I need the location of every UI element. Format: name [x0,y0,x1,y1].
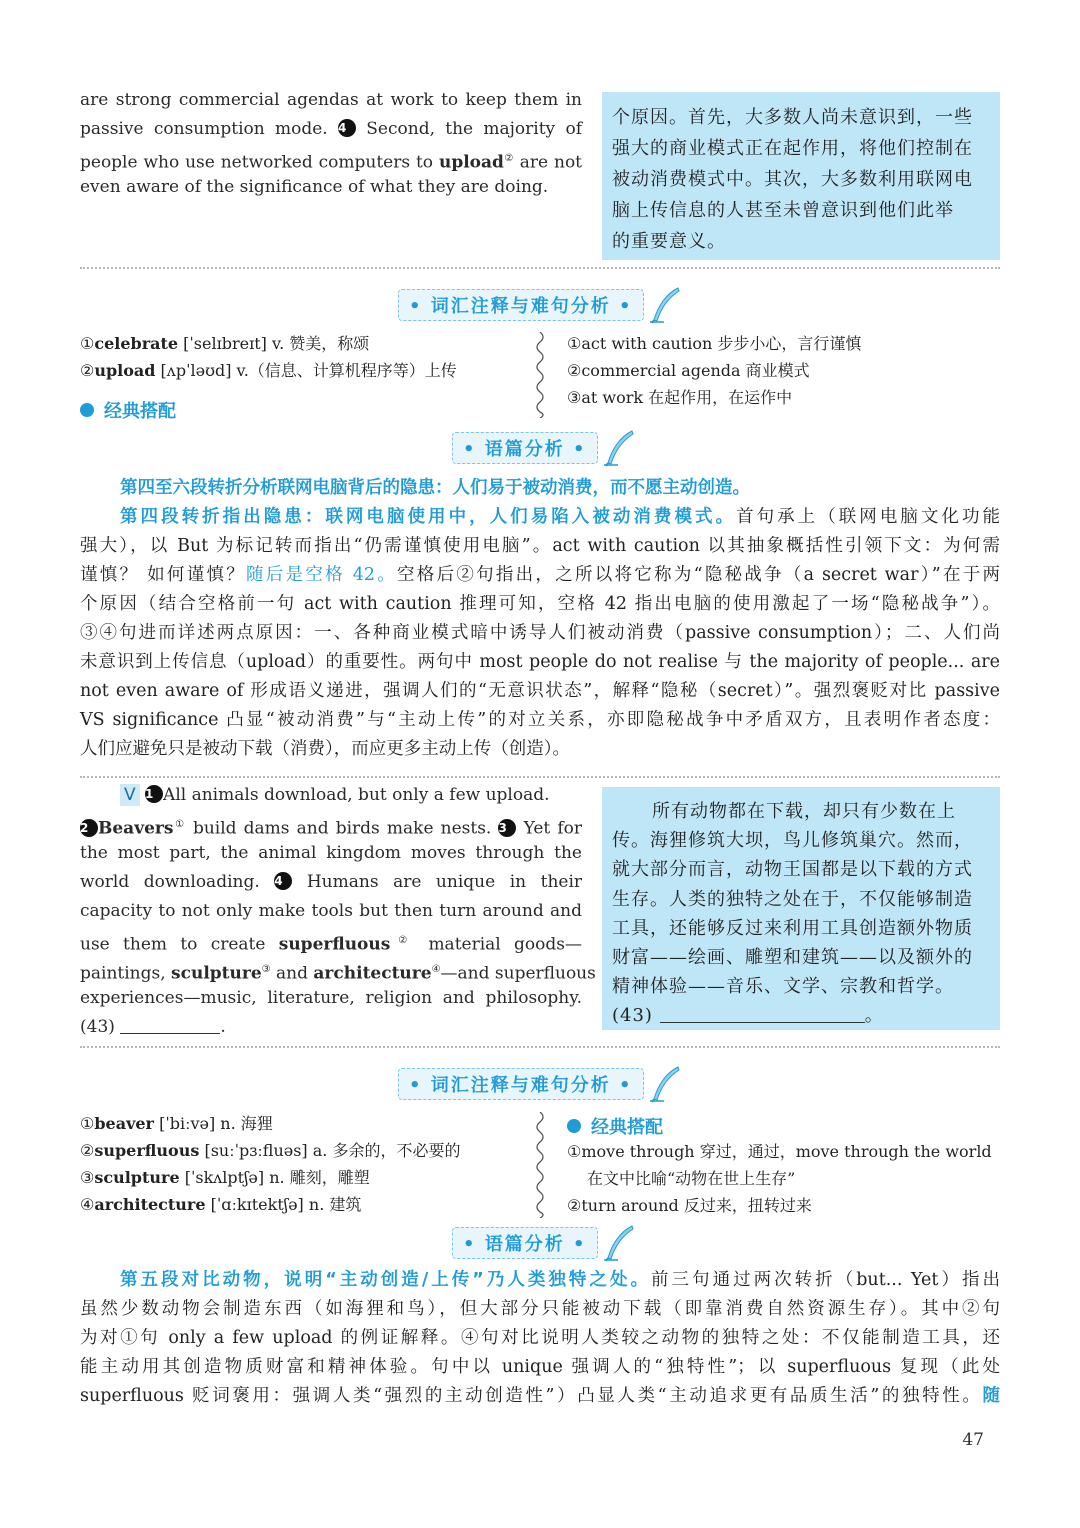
en-line: even aware of the significance of what they are doing. [80,177,549,197]
zh-line: 生存。人类的独特之处在于，不仅能够制造 [612,888,973,910]
zh-line: 所有动物都在下载，却只有少数在上 [652,801,956,822]
zh-line: 个原因。首先，大多数人尚未意识到，一些 [612,107,973,128]
vocab-header-label: • 词汇注释与难句分析 • [398,289,644,321]
collocation-item: ①act with caution 步步小心，言行谨慎 [567,334,862,353]
divider [80,776,1000,778]
analysis-line: 第四段转折指出隐患：联网电脑使用中，人们易陷入被动消费模式。首句承上（联网电脑文化功能 [120,507,1001,527]
zh-line: (43) 。 [612,1005,884,1027]
quill-icon [648,286,682,324]
analysis-line: 为对①句 only a few upload 的例证解释。④句对比说明人类较之动物的独特之处：不仅能制造工具，还 [80,1328,1000,1348]
collocation-list-2 [567,1138,992,1219]
analysis-line: 人们应避免只是被动下载（消费），而应更多主动上传（创造）。 [80,739,570,759]
collocation-title: 经典搭配 [567,1113,663,1139]
zh-line: 脑上传信息的人甚至未曾意识到他们此举 [612,200,954,221]
en-line: are strong commercial agendas at work to keep them in [80,90,582,110]
en-line: passive consumption mode. 4 Second, the majority of [80,119,582,139]
zh-line: 的重要意义。 [612,231,726,252]
en-line: experiences—music, literature, religion and philosophy. [80,988,582,1008]
en-line: (43) . [80,1017,226,1037]
analysis-line: ③④句进而详述两点原因：一、各种商业模式暗中诱导人们被动消费（passive consumption）；二、人们尚 [80,623,1000,643]
zh-line: 强大的商业模式正在起作用，将他们控制在 [612,138,973,159]
footnote-mark: ② [503,153,514,164]
analysis-line: not even aware of 形成语义递进，强调人们的“无意识状态”，解释“隐秘（secret）”。强烈褒贬对比 passive [80,681,1000,701]
keyword-upload: upload [438,152,504,173]
analysis-line: 第五段对比动物，说明“主动创造/上传”乃人类独特之处。前三句通过两次转折（but... Yet）指出 [120,1270,1000,1290]
en-line: V 1 All animals download, but only a few upload. [80,781,582,810]
answer-blank-43[interactable] [120,1015,220,1034]
analysis-line: VS significance 凸显“被动消费”与“主动上传”的对立关系，亦即隐秘战争中矛盾双方，且表明作者态度： [80,710,1000,730]
zh-line: 财富——绘画、雕塑和建筑——以及额外的 [612,947,973,969]
en-line: world downloading. 4 Humans are unique in their [80,872,583,892]
vocab-item: ③sculpture [ˈskʌlptʃə] n. 雕刻，雕塑 [80,1168,370,1187]
zh-line: 精神体验——音乐、文学、宗教和哲学。 [612,976,954,998]
english-passage-2 [80,781,596,1042]
page-number: 47 [962,1430,984,1450]
collocation-item: 在文中比喻“动物在世上生存” [587,1169,796,1188]
en-line: 2 Beavers① build dams and birds make nests. 3 Yet for [80,818,583,839]
wavy-divider [533,332,547,418]
vocab-section-header [398,1069,682,1099]
en-line: paintings, sculpture③ and architecture④—and superfluous [80,963,596,984]
collocation-item: ②turn around 反过来，扭转过来 [567,1196,812,1215]
paragraph-label: V [120,784,140,806]
analysis-header-label: • 语篇分析 • [452,432,598,464]
collocation-item: ①move through 穿过，通过，move through the world [567,1142,992,1161]
analysis-line: 强大），以 But 为标记转而指出“仍需谨慎使用电脑”。act with caution 以其抽象概括性引领下文：为何需 [80,536,1000,556]
translation-box-2 [602,787,1000,1030]
vocab-list-left-2 [80,1110,460,1218]
zh-line: 传。海狸修筑大坝，鸟儿修筑巢穴。然而， [612,830,973,852]
sentence-number-badge: 4 [274,872,292,890]
analysis-header-label: • 语篇分析 • [452,1227,598,1259]
bullet-dot-icon [567,1119,581,1133]
vocab-item: ④architecture [ˈɑːkɪtektʃə] n. 建筑 [80,1195,362,1214]
vocab-item: ②upload [ʌpˈləʊd] v.（信息、计算机程序等）上传 [80,361,457,380]
vocab-header-label: • 词汇注释与难句分析 • [398,1068,644,1100]
analysis-line: 能主动用其创造物质财富和精神体验。句中以 unique 强调人的“独特性”；以 superfluous 复现（此处 [80,1357,1000,1377]
answer-blank-43-zh[interactable] [660,1004,865,1023]
quill-icon [602,429,636,467]
zh-line: 被动消费模式中。其次，大多数利用联网电 [612,169,973,190]
zh-line: 就大部分而言，动物王国都是以下载的方式 [612,859,973,881]
sentence-number-badge: 2 [80,819,98,837]
analysis-line: 个原因（结合空格前一句 act with caution 推理可知，空格 42 指出电脑的使用激起了一场“隐秘战争”）。 [80,594,1000,614]
analysis-text-1 [80,474,1000,764]
en-line: the most part, the animal kingdom moves through the [80,843,582,863]
wavy-divider [533,1112,547,1218]
sentence-number-badge: 1 [145,785,163,803]
analysis-line: superfluous 贬词褒用：强调人类“强烈的主动创造性”）凸显人类“主动追求更有品质生活”的独特性。随 [80,1386,1000,1406]
quill-icon [648,1065,682,1103]
vocab-item: ②superfluous [suːˈpɜːfluəs] a. 多余的，不必要的 [80,1141,461,1160]
quill-icon [602,1224,636,1262]
analysis-summary: 第四至六段转折分析联网电脑背后的隐患：人们易于被动消费，而不愿主动创造。 [120,478,750,498]
vocab-list-left-1 [80,330,457,384]
sentence-number-badge: 3 [498,819,516,837]
collocation-title: 经典搭配 [80,397,176,423]
en-line: people who use networked computers to upload② are not [80,152,583,173]
collocation-item: ②commercial agenda 商业模式 [567,361,810,380]
vocab-item: ①beaver [ˈbiːvə] n. 海狸 [80,1114,273,1133]
analysis-line: 虽然少数动物会制造东西（如海狸和鸟），但大部分只能被动下载（即靠消费自然资源生存）。其中②句 [80,1299,1000,1319]
translation-box-1 [602,92,1000,260]
en-line: use them to create superfluous② material goods— [80,934,582,955]
analysis-section-header [452,1228,636,1258]
collocation-item: ③at work 在起作用，在运作中 [567,388,793,407]
divider [80,1046,1000,1048]
analysis-line: 谨慎？ 如何谨慎？随后是空格 42。空格后②句指出，之所以将它称为“隐秘战争（a secret war）”在于两 [80,565,1001,585]
divider [80,267,1000,269]
zh-line: 工具，还能够反过来利用工具创造额外物质 [612,917,973,939]
vocab-section-header [398,290,682,320]
analysis-section-header [452,433,636,463]
sentence-number-badge: 4 [338,119,356,137]
analysis-line: 未意识到上传信息（upload）的重要性。两句中 most people do not realise 与 the majority of people... are [80,652,1000,672]
collocation-list-1 [567,330,861,411]
analysis-text-2 [80,1266,1000,1411]
en-line: capacity to not only make tools but then turn around and [80,901,582,921]
english-passage-1 [80,86,582,202]
bullet-dot-icon [80,403,94,417]
vocab-item: ①celebrate [ˈselɪbreɪt] v. 赞美，称颂 [80,334,370,353]
